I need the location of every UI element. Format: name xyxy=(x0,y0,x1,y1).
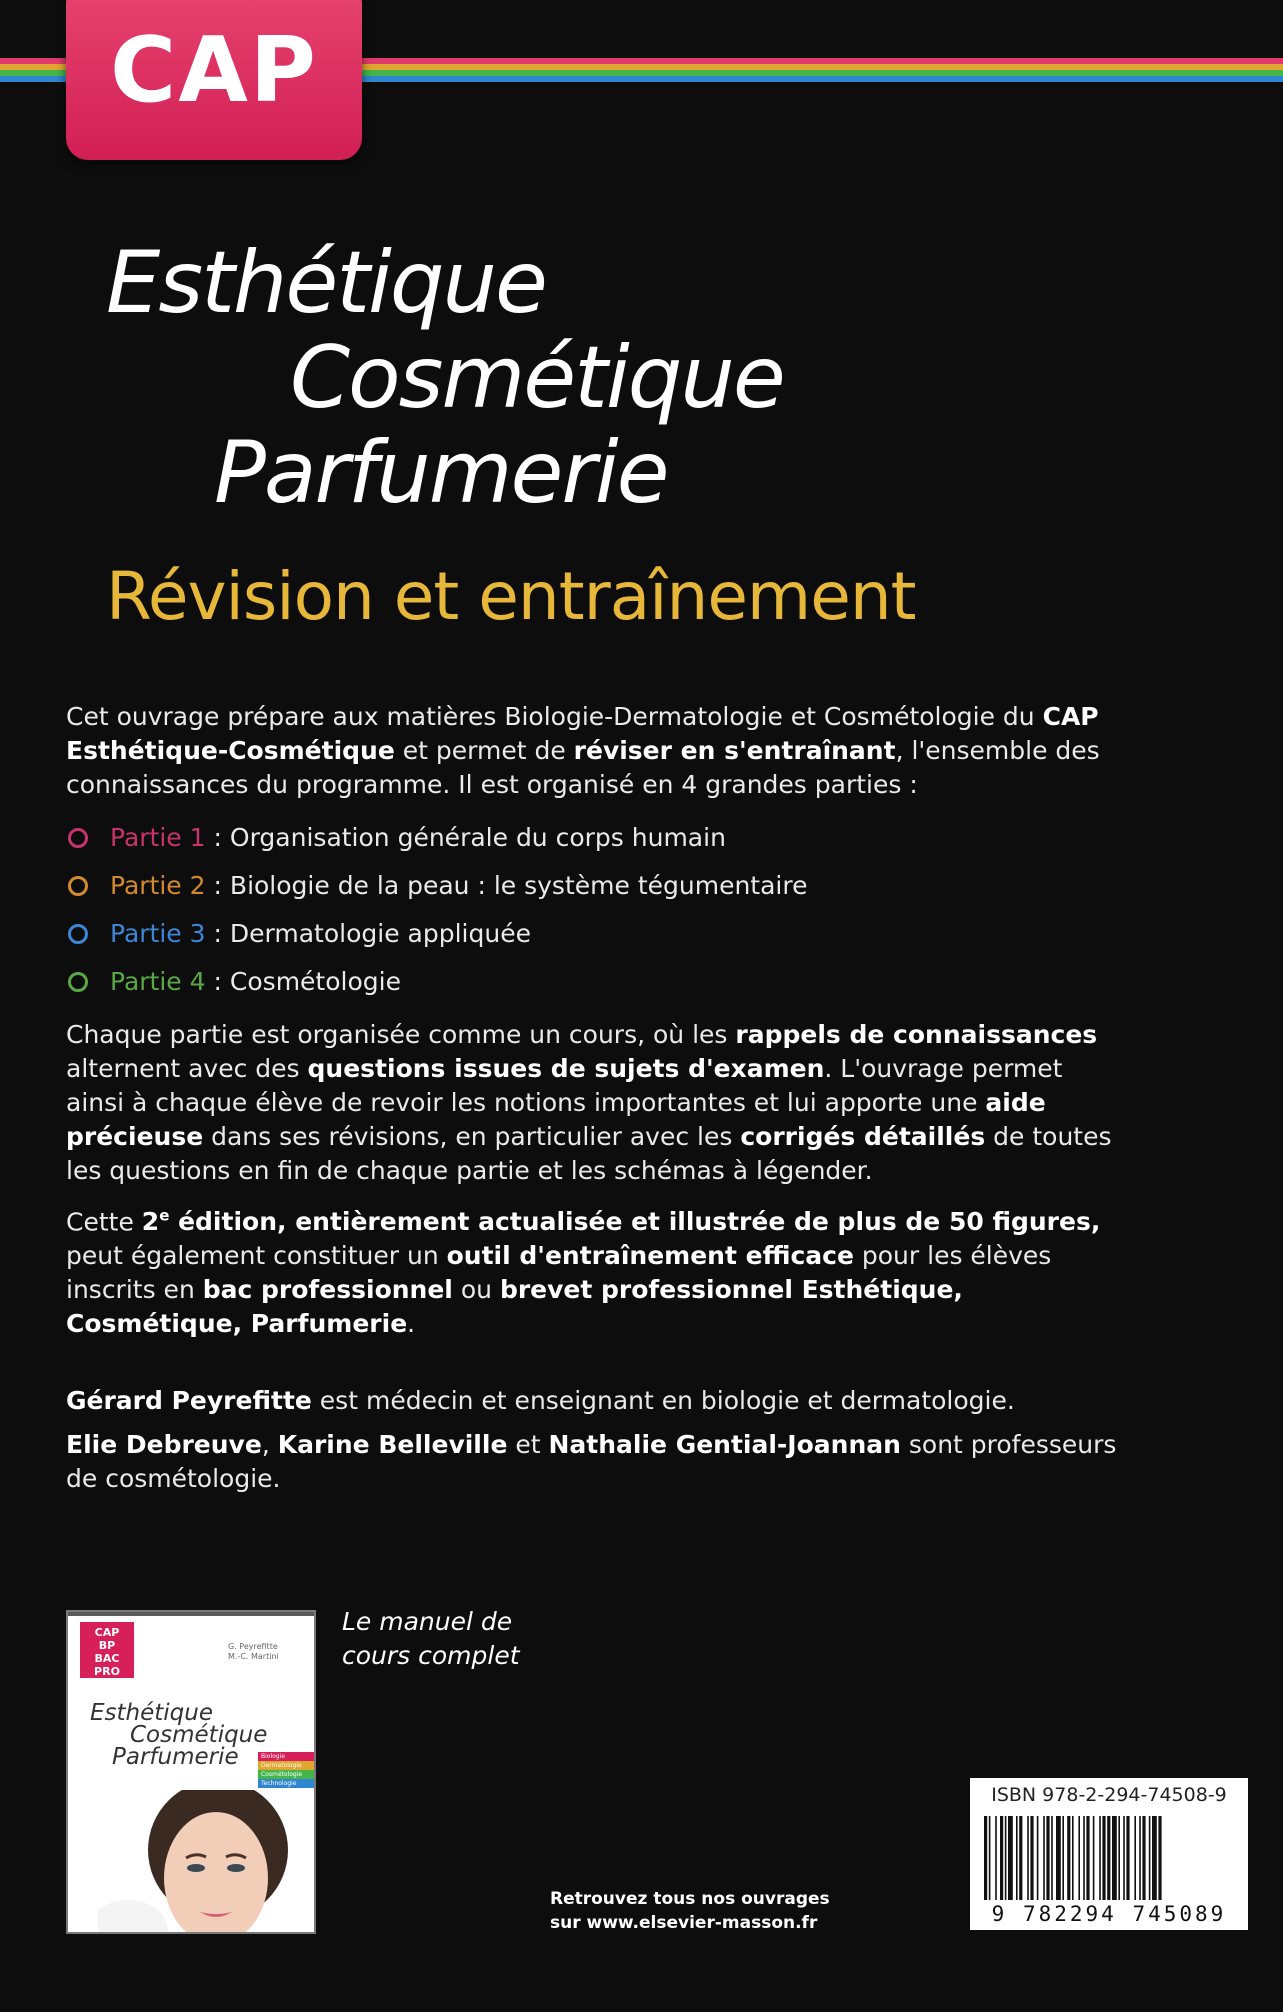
subject-bar: Dermatologie xyxy=(258,1761,314,1770)
text: de toutes les questions en fin de chaque partie et les schémas à légender. xyxy=(66,1122,1112,1185)
part-item-3 xyxy=(66,910,1126,958)
part-text: : Dermatologie appliquée xyxy=(213,919,531,948)
thumbnail-authors xyxy=(228,1642,279,1662)
superscript: e xyxy=(159,1207,170,1225)
author-bio-2 xyxy=(66,1428,1126,1496)
subject-bar: Cosmétologie xyxy=(258,1770,314,1779)
text: , xyxy=(261,1430,278,1459)
author-name: Gérard Peyrefitte xyxy=(66,1386,312,1415)
text: dans ses révisions, en particulier avec les xyxy=(203,1122,741,1151)
description xyxy=(66,700,1126,1352)
barcode-bar xyxy=(1102,1816,1105,1900)
part-label: Partie 1 xyxy=(110,823,206,852)
barcode-bar xyxy=(1030,1816,1033,1900)
parts-list xyxy=(66,814,1126,1006)
barcode-bar xyxy=(1118,1816,1120,1900)
emphasis: corrigés détaillés xyxy=(740,1122,986,1151)
text: et xyxy=(507,1430,549,1459)
circle-bullet-icon xyxy=(68,828,88,848)
barcode-bar xyxy=(1037,1816,1039,1900)
thumbnail-badge xyxy=(80,1622,134,1678)
barcode-bar xyxy=(1142,1816,1145,1900)
barcode-bar xyxy=(1093,1816,1095,1900)
barcode-bar xyxy=(1152,1816,1157,1900)
isbn-label: ISBN 978-2-294-74508-9 xyxy=(991,1784,1227,1806)
subject-bar: Technologie xyxy=(258,1779,314,1788)
text: Cet ouvrage prépare aux matières Biologie-Dermatologie et Cosmétologie du xyxy=(66,702,1043,731)
part-label: Partie 4 xyxy=(110,967,206,996)
barcode-bar xyxy=(1099,1816,1101,1900)
emphasis: rappels de connaissances xyxy=(735,1020,1098,1049)
barcode-bar xyxy=(1126,1816,1129,1900)
thumbnail-title-line: Cosmétique xyxy=(130,1722,268,1748)
subtitle: Révision et entraînement xyxy=(106,558,916,635)
title-line-1: Esthétique xyxy=(106,233,546,333)
badge-line: BP xyxy=(98,1639,116,1652)
edition-paragraph xyxy=(66,1199,1126,1341)
text: sont professeurs de cosmétologie. xyxy=(66,1430,1117,1493)
barcode-bar xyxy=(989,1816,991,1900)
part-item-4 xyxy=(66,958,1126,1006)
text: . L'ouvrage permet ainsi à chaque élève de revoir les notions importantes et lui apporte une xyxy=(66,1054,1063,1117)
part-text: : Biologie de la peau : le système tégumentaire xyxy=(213,871,808,900)
text: édition, entièrement actualisée et illustrée de plus de 50 figures, xyxy=(169,1207,1101,1237)
badge-line: BAC PRO xyxy=(94,1652,120,1678)
text: et permet de xyxy=(394,736,574,765)
thumbnail-title-line: Esthétique xyxy=(90,1700,213,1726)
barcode-bar xyxy=(1046,1816,1049,1900)
emphasis: aide précieuse xyxy=(66,1088,1046,1151)
subject-bar: Biologie xyxy=(258,1752,314,1761)
course-manual-thumbnail xyxy=(66,1610,316,1934)
barcode-bar xyxy=(1139,1816,1141,1900)
caption-line: Le manuel de xyxy=(342,1607,513,1636)
text: Chaque partie est organisée comme un cours, où les xyxy=(66,1020,736,1049)
promo-line: Retrouvez tous nos ouvrages xyxy=(550,1889,830,1909)
text: . xyxy=(407,1309,416,1339)
author-name: Elie Debreuve xyxy=(66,1430,262,1459)
barcode-digits: 9 782294 745089 xyxy=(991,1902,1227,1926)
text: alternent avec des xyxy=(66,1054,308,1083)
barcode-bar xyxy=(1043,1816,1045,1900)
barcode-bar xyxy=(1051,1816,1053,1900)
author-name: Nathalie Gential-Joannan xyxy=(548,1430,901,1459)
thumbnail-title xyxy=(90,1702,267,1768)
barcode-bar xyxy=(1086,1816,1089,1900)
part-item-1 xyxy=(66,814,1126,862)
thumbnail-top-bar xyxy=(68,1612,314,1616)
barcode-bar xyxy=(984,1816,987,1900)
barcode-bar xyxy=(1123,1816,1125,1900)
text: 2 xyxy=(141,1207,160,1237)
cap-badge xyxy=(66,0,362,160)
barcode-bar xyxy=(1112,1816,1117,1900)
emphasis: questions issues de sujets d'examen xyxy=(307,1054,825,1083)
intro-paragraph xyxy=(66,700,1126,802)
caption-line: cours complet xyxy=(342,1641,520,1670)
text: ou xyxy=(452,1275,500,1305)
part-text: : Cosmétologie xyxy=(213,967,401,996)
circle-bullet-icon xyxy=(68,924,88,944)
thumbnail-author: G. Peyrefitte xyxy=(228,1642,278,1651)
barcode-bar xyxy=(1078,1816,1080,1900)
badge-line: CAP xyxy=(94,1626,120,1639)
text: est médecin et enseignant en biologie et dermatologie. xyxy=(311,1386,1015,1415)
emphasis: réviser en s'entraînant xyxy=(573,736,896,765)
barcode-bar xyxy=(995,1816,997,1900)
part-text: : Organisation générale du corps humain xyxy=(213,823,726,852)
barcode-bar xyxy=(1008,1816,1013,1900)
barcode-bar xyxy=(1062,1816,1064,1900)
emphasis xyxy=(142,1207,1101,1236)
text: pour les élèves inscrits en xyxy=(66,1241,1052,1305)
barcode-bar xyxy=(1000,1816,1003,1900)
author-bio-1 xyxy=(66,1384,1126,1418)
barcode-bar xyxy=(1149,1816,1151,1900)
barcode-bar xyxy=(1158,1816,1161,1900)
part-label: Partie 3 xyxy=(110,919,206,948)
thumbnail-subject-bars xyxy=(258,1752,314,1788)
emphasis: outil d'entraînement efficace xyxy=(446,1241,854,1271)
author-name: Karine Belleville xyxy=(277,1430,508,1459)
text: Cette xyxy=(66,1207,142,1237)
part-item-2 xyxy=(66,862,1126,910)
promo-line: sur www.elsevier-masson.fr xyxy=(550,1913,818,1933)
emphasis: CAP Esthétique-Cosmétique xyxy=(66,702,1099,765)
thumbnail-title-line: Parfumerie xyxy=(112,1744,239,1770)
barcode-bar xyxy=(1056,1816,1061,1900)
part-label: Partie 2 xyxy=(110,871,206,900)
barcode-bar xyxy=(1134,1816,1136,1900)
text: , l'ensemble des connaissances du programme. Il est organisé en 4 grandes parties : xyxy=(66,736,1100,799)
circle-bullet-icon xyxy=(68,972,88,992)
emphasis: bac professionnel xyxy=(202,1275,453,1305)
website-promo xyxy=(550,1887,830,1935)
text: peut également constituer un xyxy=(66,1241,447,1271)
barcode-bars xyxy=(984,1816,1234,1900)
authors-section xyxy=(66,1384,1126,1506)
manual-caption xyxy=(342,1605,520,1673)
circle-bullet-icon xyxy=(68,876,88,896)
barcode-bar xyxy=(1067,1816,1070,1900)
cap-badge-label: CAP xyxy=(110,18,318,123)
title-line-3: Parfumerie xyxy=(214,423,668,523)
emphasis: brevet professionnel Esthétique, Cosmétique, Parfumerie xyxy=(66,1275,963,1339)
barcode-bar xyxy=(1107,1816,1110,1900)
barcode-bar xyxy=(1072,1816,1074,1900)
course-paragraph xyxy=(66,1018,1126,1188)
isbn-barcode xyxy=(970,1778,1248,1930)
barcode-bar xyxy=(1027,1816,1029,1900)
thumbnail-author: M.-C. Martini xyxy=(228,1652,279,1661)
barcode-bar xyxy=(1083,1816,1085,1900)
title-line-2: Cosmétique xyxy=(290,328,784,428)
barcode-bar xyxy=(1016,1816,1018,1900)
barcode-bar xyxy=(1005,1816,1007,1900)
barcode-bar xyxy=(1019,1816,1022,1900)
portrait-illustration xyxy=(98,1790,288,1934)
